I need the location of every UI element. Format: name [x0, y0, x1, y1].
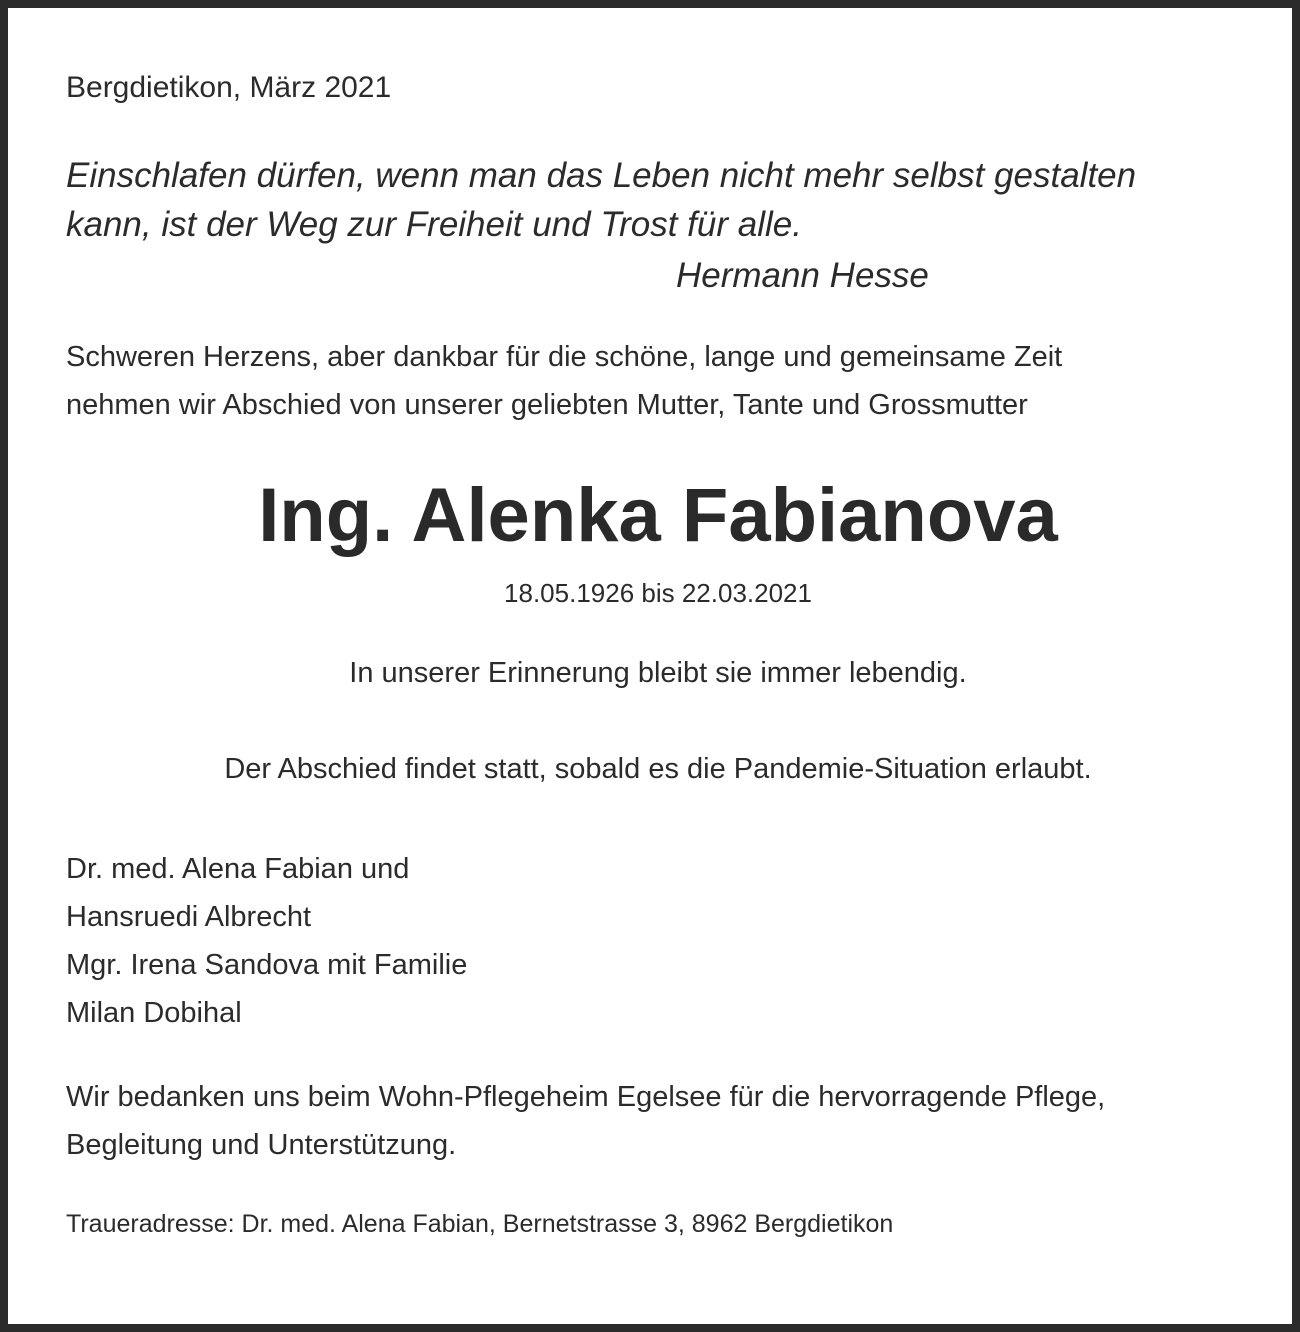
deceased-name: Ing. Alenka Fabianova [258, 473, 1058, 558]
intro-line: Schweren Herzens, aber dankbar für die schöne, lange und gemeinsame Zeit [66, 341, 1063, 373]
mourner-name: Mgr. Irena Sandova mit Familie [66, 949, 468, 981]
mourner-name: Milan Dobihal [66, 997, 242, 1029]
mourner-name: Hansruedi Albrecht [66, 901, 312, 933]
thanks-line: Wir bedanken uns beim Wohn-Pflegeheim Egelsee für die hervorragende Pflege, [66, 1081, 1106, 1113]
mourning-address: Traueradresse: Dr. med. Alena Fabian, Bernetstrasse 3, 8962 Bergdietikon [66, 1210, 894, 1238]
quote-author: Hermann Hesse [676, 256, 929, 295]
memory-text: In unserer Erinnerung bleibt sie immer lebendig. [349, 657, 967, 689]
life-dates: 18.05.1926 bis 22.03.2021 [504, 578, 812, 608]
quote-line: kann, ist der Weg zur Freiheit und Trost für alle. [66, 205, 802, 244]
farewell-text: Der Abschied findet statt, sobald es die Pandemie-Situation erlaubt. [224, 753, 1092, 785]
quote-text [66, 151, 1256, 249]
intro-line: nehmen wir Abschied von unserer geliebten Mutter, Tante und Grossmutter [66, 389, 1028, 421]
thanks-text [66, 1073, 1105, 1169]
quote-line: Einschlafen dürfen, wenn man das Leben nicht mehr selbst gestalten [66, 156, 1137, 195]
intro-text [66, 333, 1062, 429]
mourner-name: Dr. med. Alena Fabian und [66, 853, 410, 885]
place-date: Bergdietikon, März 2021 [66, 71, 392, 104]
thanks-line: Begleitung und Unterstützung. [66, 1129, 457, 1161]
mourners-list [66, 845, 467, 1037]
